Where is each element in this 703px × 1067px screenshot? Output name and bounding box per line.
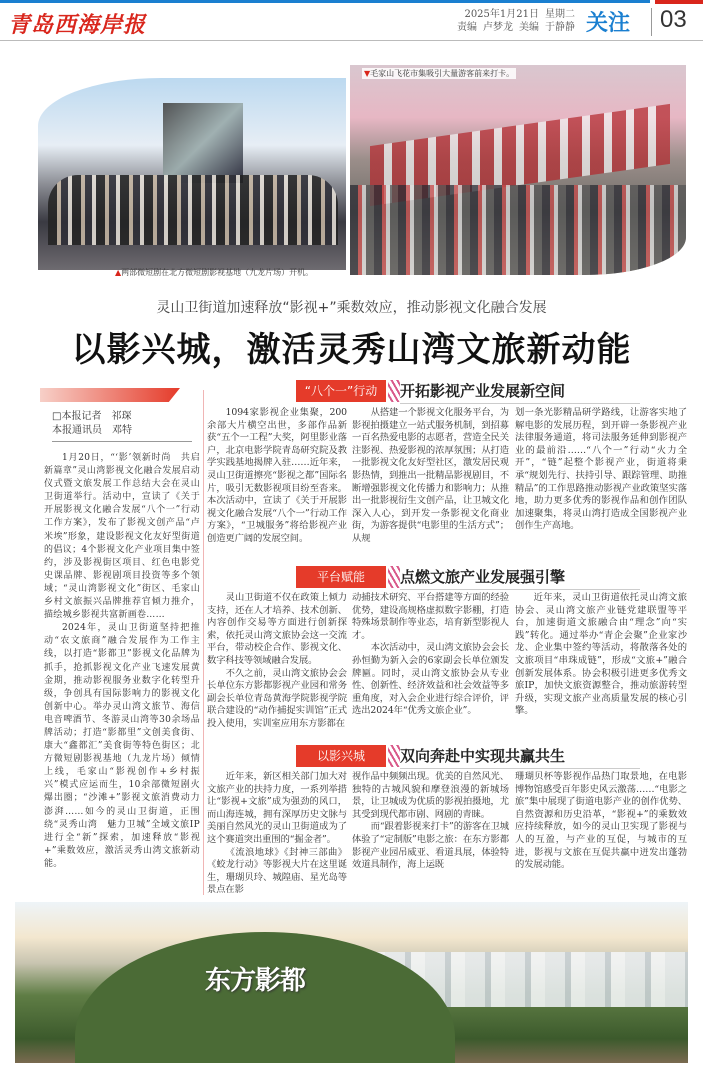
paragraph: 珊瑚贝杯等影视作品热门取景地，在电影博物馆感受百年影史风云激荡……“电影之旅”集中展现了街道电影产业的创作优势、自然资源和历史沿革，“影视+”的乘数效应持续释放，如今的灵山卫实现了影视与人的互盈，与产业的互促，与城市的互进，影视与文旅在互促共赢中迸发出蓬勃的发展动能。 <box>515 771 687 871</box>
hillside-sign: 东方影都 <box>205 966 306 996</box>
paragraph: 近年来，新区相关部门加大对文旅产业的扶持力度，一系列举措让“影视+文旅”成为强劲的风口，而山海连城，拥有深厚历史文脉与美丽自然风光的灵山卫街道成为了这个赛道突出重围的“掘金者”。 <box>207 771 347 845</box>
header-meta <box>420 8 575 34</box>
paragraph: 不久之前，灵山湾文旅协会会长单位东方影都影视产业园和常务副会长单位青岛黄海学院影视学院联合建设的“动作捕捉实训馆”正式投入使用，实训室应用东方影都在 <box>207 667 347 729</box>
editor-label: 责编 <box>457 22 477 33</box>
text-column <box>352 407 509 546</box>
heading-underline <box>400 403 640 404</box>
page-number: 03 <box>660 6 687 33</box>
photo-caption-left <box>115 267 313 278</box>
text-column <box>207 407 347 546</box>
column-rule <box>203 390 204 895</box>
poster <box>163 103 243 183</box>
photo-caption-right <box>362 68 516 79</box>
text-column <box>207 771 347 897</box>
paragraph: 本次活动中，灵山湾文旅协会会长孙恒勤为新入会的6家副会长单位颁发牌匾。同时，灵山湾文旅协会从专业性、创新性、经济效益和社会效益等多重角度，对入会企业进行综合评价，评选出2024年“优秀文旅企业”。 <box>352 642 509 717</box>
section-label: 以影兴城 <box>296 745 386 767</box>
paragraph: 灵山卫街道不仅在政策上倾力支持，还在人才培养、技术创新、内容创作交易等方面进行创新探索，依托灵山湾文旅协会这一交流平台，带动校企合作、影视文化、数字科技等领域融合发展。 <box>207 592 347 666</box>
paragraph: 而“跟着影视来打卡”的游客在卫城体验了“定制版”电影之旅：在东方影都影视产业园吊威亚、看道具展，体验特效道具制作，海上运既 <box>352 821 509 871</box>
text-column <box>515 592 687 718</box>
paragraph: 动捕技术研究、平台搭建等方面的经验优势，建设高规格虚拟数字影棚，打造特殊场景制作等业态，培育新型影视人才。 <box>352 592 509 641</box>
newspaper-logo: 青岛西海岸报 <box>8 12 147 38</box>
heading-underline <box>400 768 640 769</box>
section-label: 平台赋能 <box>296 566 386 588</box>
designer-label: 美编 <box>519 22 539 33</box>
editor-name: 卢梦龙 <box>483 22 513 33</box>
caption-text: 两部微短剧在北方微短剧影视基地（九龙片场）开机。 <box>121 268 314 277</box>
text-column <box>515 771 687 872</box>
photo-oriental-movie-metropolis <box>15 902 688 1063</box>
section-heading: 双向奔赴中实现共赢共生 <box>400 747 566 765</box>
byline-rule <box>52 441 192 442</box>
section-heading: 点燃文旅产业发展强引擎 <box>400 568 566 586</box>
slash-decoration <box>388 745 400 767</box>
intro-column <box>44 452 200 871</box>
triangle-up-icon: ▲ <box>115 268 122 277</box>
top-red-rule <box>655 0 703 4</box>
top-blue-rule <box>0 0 650 3</box>
paragraph: 1094家影视企业集聚，200余部大片横空出世，多部作品新获“五个一工程”大奖，阿里影业落户，北京电影学院青岛研究院及教学实践基地揭牌入驻……近年来，灵山卫街道擦亮“影视之都”国际名片，吸引无数影视项目纷至沓来。本次活动中，宣读了《关于开展影视文化融合发展“八个一”行动工作方案》，“卫城服务”将给影视产业创造更广阔的发展空间。 <box>207 407 347 544</box>
issue-date: 2025年1月21日 <box>464 9 539 20</box>
article-title: 以影兴城，激活灵秀山湾文旅新动能 <box>71 330 632 370</box>
heading-underline <box>400 589 640 590</box>
photo-flower-market <box>350 65 686 275</box>
section-heading: 开拓影视产业发展新空间 <box>400 382 566 400</box>
crowd <box>48 175 338 245</box>
paragraph: 近年来，灵山卫街道依托灵山湾文旅协会、灵山湾文旅产业链党建联盟等平台，加速街道文旅融合由“理念”向“实践”转化。通过举办“青企会聚”企业家沙龙、企业集中签约等活动，将散落各处的文旅项目“串珠成链”，形成“文旅+”融合创新发展体系。协会积极引进更多优秀文旅IP，加快文旅资源整合，推动旅游转型升级，实现文旅产业高质量发展的核心引擎。 <box>515 592 687 717</box>
section-name: 关注 <box>586 11 631 36</box>
divider <box>651 8 652 36</box>
text-column <box>352 771 509 872</box>
correspondent-name: 邓特 <box>112 425 132 436</box>
header-divider <box>0 40 703 41</box>
reporter-name: 祁琛 <box>111 411 132 422</box>
paragraph: 从搭建一个影视文化服务平台，为影视拍摄建立一站式服务机制，到招募一百名热爱电影的志愿者，营造全民关注影视、热爱影视的浓厚氛围；从打造一批影视文化友好型社区，激发居民观影热情，到推出一批精品影视剧目，不断增强影视文化传播力和影响力；从推出一批影视衍生文创产品，让卫城文化深入人心，到开发一条影视文化商业街，为游客提供“电影里的生活方式”；从规 <box>352 407 509 544</box>
paragraph: 1月20日，“‘影’领新时尚 共启新篇章”灵山湾影视文化融合发展启动仪式暨文旅发展工作总结大会在灵山卫街道举行。活动中，宣读了《关于开展影视文化融合发展“八个一”行动工作方案》，发布了影视文创产品“卢米埃”形象，建设影视文化友好型街道的倡议；4个影视文化产业项目集中签约，涉及影视街区项目、红色电影党史课品牌、影视剧项目投资等多个领域；“灵山湾影视文化”街区、毛家山乡村文旅振兴品牌推荐官倾力推介，描绘城乡影视共富新画卷…… <box>44 453 200 621</box>
correspondent-label: 本报通讯员 <box>52 425 102 436</box>
slash-decoration <box>388 566 400 588</box>
visitors <box>350 185 686 275</box>
article-subtitle: 灵山卫街道加速释放“影视+”乘数效应，推动影视文化融合发展 <box>156 300 547 316</box>
byline <box>52 410 192 442</box>
text-column <box>515 407 687 533</box>
slash-decoration <box>388 380 400 402</box>
section-label: “八个一”行动 <box>296 380 386 402</box>
photo-film-crew <box>38 78 346 270</box>
paragraph: 2024年，灵山卫街道坚持把推动“农文旅商”融合发展作为工作主线，以打造“影都卫”影视文化品牌为抓手，抢抓影视文化产业飞速发展黄金期，推动影视服务业数字化转型升级，争创具有国际影响力的影视文化创新中心。举办灵山湾文旅节、海信电音啤酒节、冬游灵山湾等30余场品牌活动；打造“影都里”文创美食街、康大“鑫都汇”美食街等特色街区；北方微短剧影视基地（九龙片场）倾情上线，毛家山“影视创作+乡村振兴”模式应运而生，10余部微短剧火爆出圈；“沙滩+”影视文旅消费动力澎湃……如今的灵山卫街道，正围绕“灵秀山湾 魅力卫城”全域文旅IP进行全“新”探索，加速释放“影视+”乘数效应，激活灵秀山湾文旅新动能。 <box>44 623 200 869</box>
text-column <box>207 592 347 731</box>
designer-name: 于静静 <box>545 22 575 33</box>
triangle-down-icon: ▼ <box>364 69 371 78</box>
paragraph: 划一条光影精品研学路线，让游客实地了解电影的发展历程，到开辟一条影视产业法律服务通道，将司法服务延伸到影视产业的最前沿……“八个一”行动“火力全开”，“链”起整个影视产业，街道将秉承“规划先行、扶持引导、跟踪管理、助推精品”的工作思路推动影视产业政策坚实落地，助力更多优秀的影视作品和创作团队加速聚集，将灵山湾打造成全国影视产业创作生产高地。 <box>515 407 687 532</box>
paragraph: 《流浪地球》《封神三部曲》《蛟龙行动》等影视大片在这里诞生，珊瑚贝玲、城隍庙、星光岛等景点在影 <box>207 846 347 896</box>
text-column <box>352 592 509 718</box>
reporter-label: □本报记者 <box>52 411 102 422</box>
caption-text: 毛家山飞花市集吸引大量游客前来打卡。 <box>370 69 515 78</box>
issue-weekday: 星期二 <box>545 9 575 20</box>
decorative-bar <box>40 388 180 402</box>
paragraph: 视作品中频频出现。优美的自然风光、独特的古城风貌和摩登浪漫的新城场景，让卫城成为优质的影视拍摄地，尤其受到现代都市剧、网剧的青睐。 <box>352 771 509 820</box>
